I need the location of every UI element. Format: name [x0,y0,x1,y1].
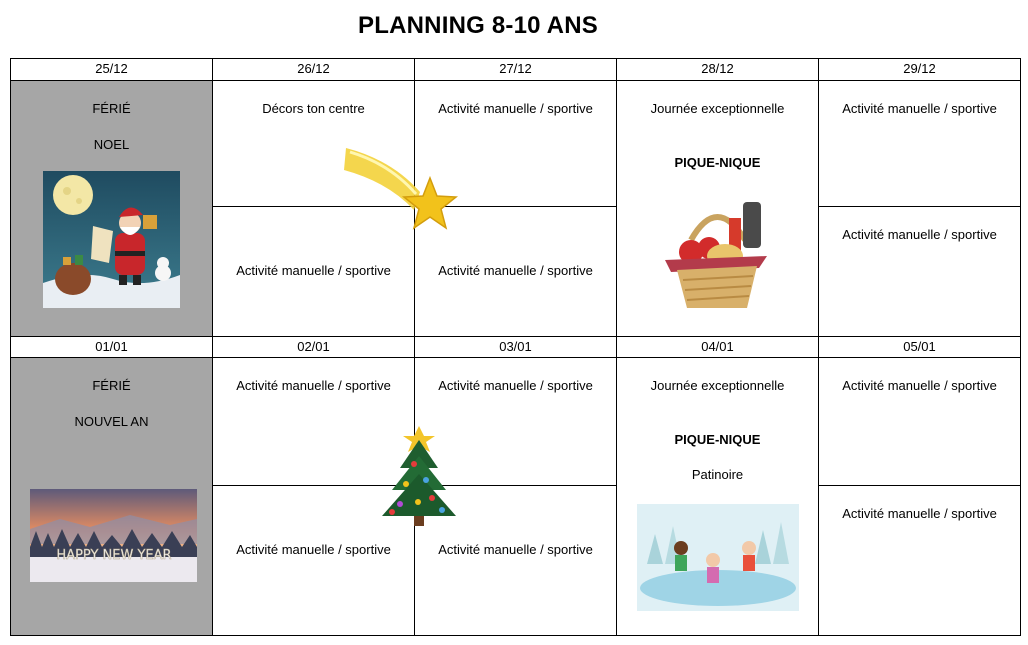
activity-label: Activité manuelle / sportive [438,263,593,278]
activity-label: Activité manuelle / sportive [438,378,593,393]
happy-new-year-picture [30,489,197,582]
happy-new-year-text: HAPPY NEW YEAR [56,548,172,563]
holiday-name: NOUVEL AN [74,414,149,429]
slot-divider [818,485,1021,486]
picnic-label: PIQUE-NIQUE [674,155,761,170]
date-header: 04/01 [701,339,734,354]
activity-label: Activité manuelle / sportive [842,506,997,521]
date-header: 25/12 [95,61,128,76]
activity-label: Activité manuelle / sportive [236,263,391,278]
activity-label: Activité manuelle / sportive [842,378,997,393]
santa-claus-picture [43,171,180,308]
date-header: 26/12 [297,61,330,76]
table-border [10,635,1021,636]
table-border [1020,58,1021,636]
date-header: 28/12 [701,61,734,76]
ice-rink-label: Patinoire [691,467,744,482]
activity-label: Activité manuelle / sportive [842,227,997,242]
picnic-label: PIQUE-NIQUE [674,432,761,447]
date-header: 03/01 [499,339,532,354]
holiday-label: FÉRIÉ [92,101,131,116]
ice-skating-picture [637,504,799,611]
activity-label: Activité manuelle / sportive [236,378,391,393]
date-header: 29/12 [903,61,936,76]
table-border [10,58,1021,59]
activity-label: Activité manuelle / sportive [842,101,997,116]
activity-label: Activité manuelle / sportive [236,542,391,557]
activity-label: Décors ton centre [262,101,365,116]
holiday-name: NOEL [93,137,130,152]
table-border [10,357,1021,358]
table-border [10,80,1021,81]
table-border [10,336,1021,337]
page-title: PLANNING 8-10 ANS [358,12,598,39]
date-header: 05/01 [903,339,936,354]
date-header: 27/12 [499,61,532,76]
special-day-label: Journée exceptionnelle [650,101,785,116]
special-day-label: Journée exceptionnelle [650,378,785,393]
picnic-basket-picture [663,200,771,312]
date-header: 02/01 [297,339,330,354]
activity-label: Activité manuelle / sportive [438,542,593,557]
activity-label: Activité manuelle / sportive [438,101,593,116]
shooting-star-picture [342,140,464,244]
christmas-tree-picture [378,418,460,528]
date-header: 01/01 [95,339,128,354]
holiday-label: FÉRIÉ [92,378,131,393]
slot-divider [818,206,1021,207]
